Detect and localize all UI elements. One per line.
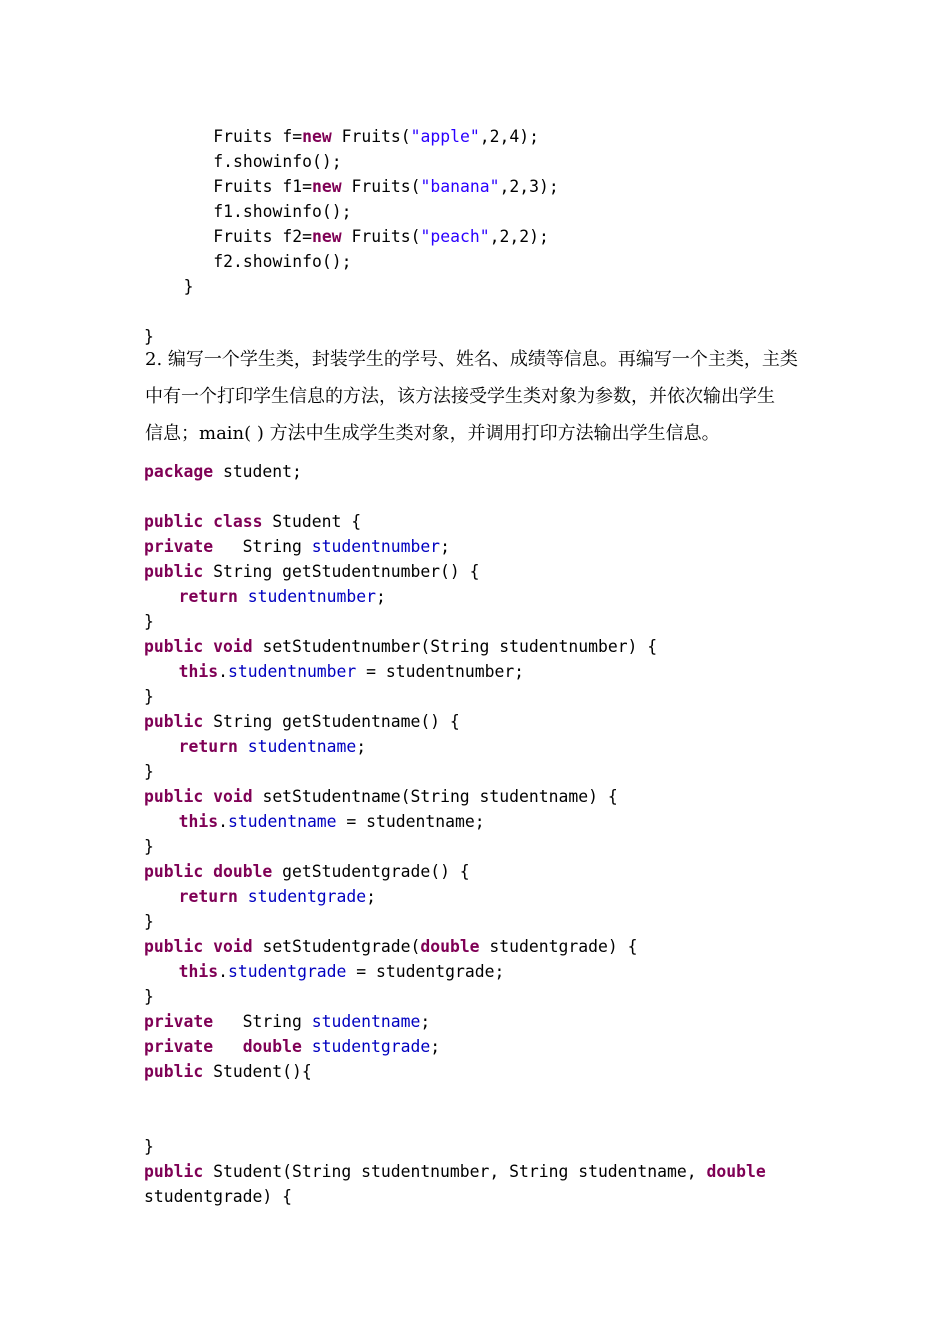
code-text: f.showinfo();	[213, 152, 342, 171]
code-text: }	[144, 612, 154, 631]
code-text: Fruits f1=	[213, 177, 312, 196]
code-line	[144, 984, 154, 1009]
code-text: f2.showinfo();	[213, 252, 352, 271]
code-keyword: this	[178, 812, 219, 831]
code-line	[144, 834, 154, 859]
code-keyword: double	[420, 937, 480, 956]
code-line	[213, 199, 351, 224]
code-text: String	[213, 537, 312, 556]
code-field: studentname	[247, 737, 357, 756]
code-text	[203, 637, 213, 656]
code-text	[203, 512, 213, 531]
code-line	[213, 174, 558, 199]
code-keyword: double	[242, 1037, 302, 1056]
code-keyword: double	[706, 1162, 766, 1181]
code-text: }	[144, 327, 154, 346]
code-text: f1.showinfo();	[213, 202, 352, 221]
code-keyword: public	[144, 1062, 204, 1081]
code-keyword: return	[178, 737, 238, 756]
code-text: }	[144, 1137, 154, 1156]
code-field: studentgrade	[228, 962, 347, 981]
code-string: "peach"	[420, 227, 490, 246]
code-text: String getStudentnumber() {	[203, 562, 480, 581]
code-text: }	[144, 687, 154, 706]
code-line	[144, 534, 450, 559]
code-line	[179, 659, 524, 684]
question-line: 信息；main( ) 方法中生成学生类对象，并调用打印方法输出学生信息。	[145, 423, 720, 444]
code-string: "banana"	[420, 177, 500, 196]
code-keyword: public	[144, 712, 204, 731]
code-line	[144, 1059, 312, 1084]
code-keyword: public	[144, 787, 204, 806]
code-text: .	[218, 662, 228, 681]
code-line	[179, 734, 367, 759]
code-text: setStudentname(String studentname) {	[252, 787, 618, 806]
code-text: setStudentgrade(	[252, 937, 421, 956]
code-text: = studentname;	[336, 812, 485, 831]
code-line	[144, 634, 657, 659]
code-keyword: public	[144, 862, 204, 881]
code-text	[238, 587, 248, 606]
code-text: ,2,4);	[479, 127, 539, 146]
code-keyword: new	[311, 177, 342, 196]
code-keyword: private	[144, 1037, 214, 1056]
code-keyword: private	[144, 1012, 214, 1031]
code-keyword: package	[144, 462, 214, 481]
code-text	[302, 1037, 312, 1056]
code-keyword: void	[213, 637, 253, 656]
code-text: }	[144, 987, 154, 1006]
code-line	[144, 459, 302, 484]
code-keyword: public	[144, 512, 204, 531]
code-keyword: private	[144, 537, 214, 556]
code-text: getStudentgrade() {	[272, 862, 470, 881]
code-keyword: public	[144, 937, 204, 956]
question-line: 2. 编写一个学生类，封装学生的学号、姓名、成绩等信息。再编写一个主类，主类	[145, 349, 798, 370]
code-text: Fruits f2=	[213, 227, 312, 246]
code-line	[144, 909, 154, 934]
code-string: "apple"	[410, 127, 480, 146]
code-text: .	[218, 812, 228, 831]
code-text	[238, 737, 248, 756]
code-line	[144, 1184, 292, 1209]
code-text: = studentgrade;	[346, 962, 505, 981]
code-line	[144, 1134, 154, 1159]
code-line	[144, 859, 470, 884]
code-text: }	[144, 837, 154, 856]
code-keyword: return	[178, 887, 238, 906]
code-line	[213, 249, 351, 274]
code-text: setStudentnumber(String studentnumber) {	[252, 637, 658, 656]
code-text: String	[213, 1012, 312, 1031]
code-text: String getStudentname() {	[203, 712, 460, 731]
code-text: ;	[430, 1037, 441, 1056]
code-line	[213, 149, 341, 174]
code-text: studentgrade) {	[144, 1187, 293, 1206]
code-text	[238, 887, 248, 906]
code-line	[144, 934, 637, 959]
code-keyword: void	[213, 787, 253, 806]
code-field: studentgrade	[247, 887, 367, 906]
code-line	[144, 1159, 766, 1184]
code-field: studentnumber	[311, 537, 441, 556]
code-text: Student(){	[203, 1062, 312, 1081]
code-text: }	[144, 762, 154, 781]
code-text	[203, 862, 213, 881]
code-text: .	[218, 962, 228, 981]
code-text: ;	[376, 587, 386, 606]
code-line	[144, 1009, 430, 1034]
code-text: Fruits(	[341, 177, 421, 196]
code-keyword: double	[213, 862, 273, 881]
code-keyword: this	[178, 962, 219, 981]
code-line	[144, 684, 154, 709]
code-line	[179, 959, 505, 984]
code-keyword: new	[302, 127, 332, 146]
code-keyword: this	[178, 662, 219, 681]
code-text: ;	[420, 1012, 431, 1031]
question-line: 中有一个打印学生信息的方法，该方法接受学生类对象为参数，并依次输出学生	[145, 386, 775, 407]
code-text	[213, 1037, 243, 1056]
code-field: studentgrade	[311, 1037, 431, 1056]
code-keyword: new	[311, 227, 342, 246]
code-keyword: public	[144, 1162, 204, 1181]
code-line	[144, 559, 480, 584]
code-text: }	[183, 277, 194, 296]
code-keyword: void	[213, 937, 253, 956]
code-keyword: public	[144, 562, 204, 581]
code-line	[144, 1034, 440, 1059]
code-line	[213, 124, 539, 149]
code-text: ;	[366, 887, 377, 906]
code-field: studentname	[228, 812, 337, 831]
code-text: Fruits(	[341, 227, 421, 246]
code-line	[179, 809, 485, 834]
code-line	[213, 224, 549, 249]
code-field: studentnumber	[228, 662, 357, 681]
code-text: ;	[440, 537, 450, 556]
code-line	[179, 884, 376, 909]
code-line	[144, 784, 618, 809]
code-text: Fruits(	[331, 127, 411, 146]
code-line	[179, 584, 386, 609]
code-field: studentname	[311, 1012, 421, 1031]
code-text: student;	[213, 462, 302, 481]
code-text: ,2,3);	[499, 177, 559, 196]
code-text: Fruits f=	[213, 127, 303, 146]
code-text	[203, 937, 213, 956]
code-text: Student {	[262, 512, 362, 531]
code-text: Student(String studentnumber, String studentname,	[203, 1162, 707, 1181]
code-line	[144, 609, 154, 634]
code-keyword: class	[213, 512, 263, 531]
code-line	[144, 709, 460, 734]
code-text: studentgrade) {	[479, 937, 638, 956]
code-line	[144, 759, 154, 784]
code-text: ;	[356, 737, 367, 756]
code-line	[184, 274, 194, 299]
code-text	[203, 787, 213, 806]
code-field: studentnumber	[247, 587, 377, 606]
code-keyword: return	[178, 587, 238, 606]
code-line	[144, 509, 361, 534]
code-keyword: public	[144, 637, 204, 656]
code-text: }	[144, 912, 154, 931]
code-text: ,2,2);	[489, 227, 549, 246]
code-text: = studentnumber;	[356, 662, 525, 681]
